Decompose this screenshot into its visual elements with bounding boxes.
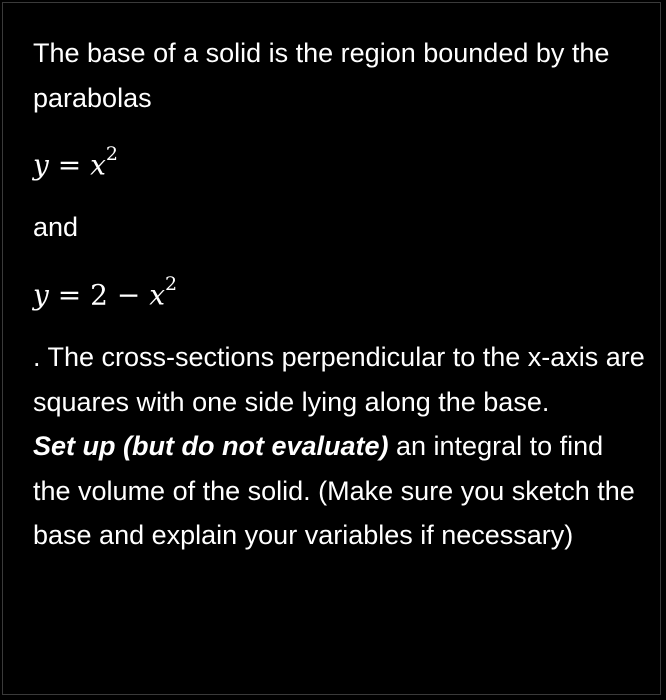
eq2-equals: = [57, 278, 82, 312]
problem-card [2, 2, 661, 695]
eq2-minus: − [116, 278, 141, 312]
problem-text [33, 31, 648, 558]
eq2-constant: 2 [90, 278, 108, 312]
eq1-var: x [90, 148, 106, 182]
intro-text: The base of a solid is the region bounded by the parabolas [33, 38, 610, 113]
eq2-lhs: y [33, 278, 49, 312]
eq2-var: x [149, 278, 166, 312]
equation-parabola-2 [33, 268, 648, 315]
eq1-equals: = [57, 148, 82, 182]
equation-parabola-1 [33, 138, 648, 185]
problem-body [33, 335, 648, 558]
eq1-lhs: y [33, 148, 49, 182]
connector-text: and [33, 212, 79, 243]
instruction-emphasis: Set up (but do not evaluate) [33, 431, 389, 462]
instruction-text: an integral to find the volume of the solid. (Make sure you sketch the base and explain your variables if necessary) [33, 431, 635, 551]
eq1-exponent: 2 [105, 143, 118, 165]
cross-section-text: . The cross-sections perpendicular to the x-axis are squares with one side lying along the base. [33, 342, 645, 417]
eq2-exponent: 2 [165, 272, 178, 295]
